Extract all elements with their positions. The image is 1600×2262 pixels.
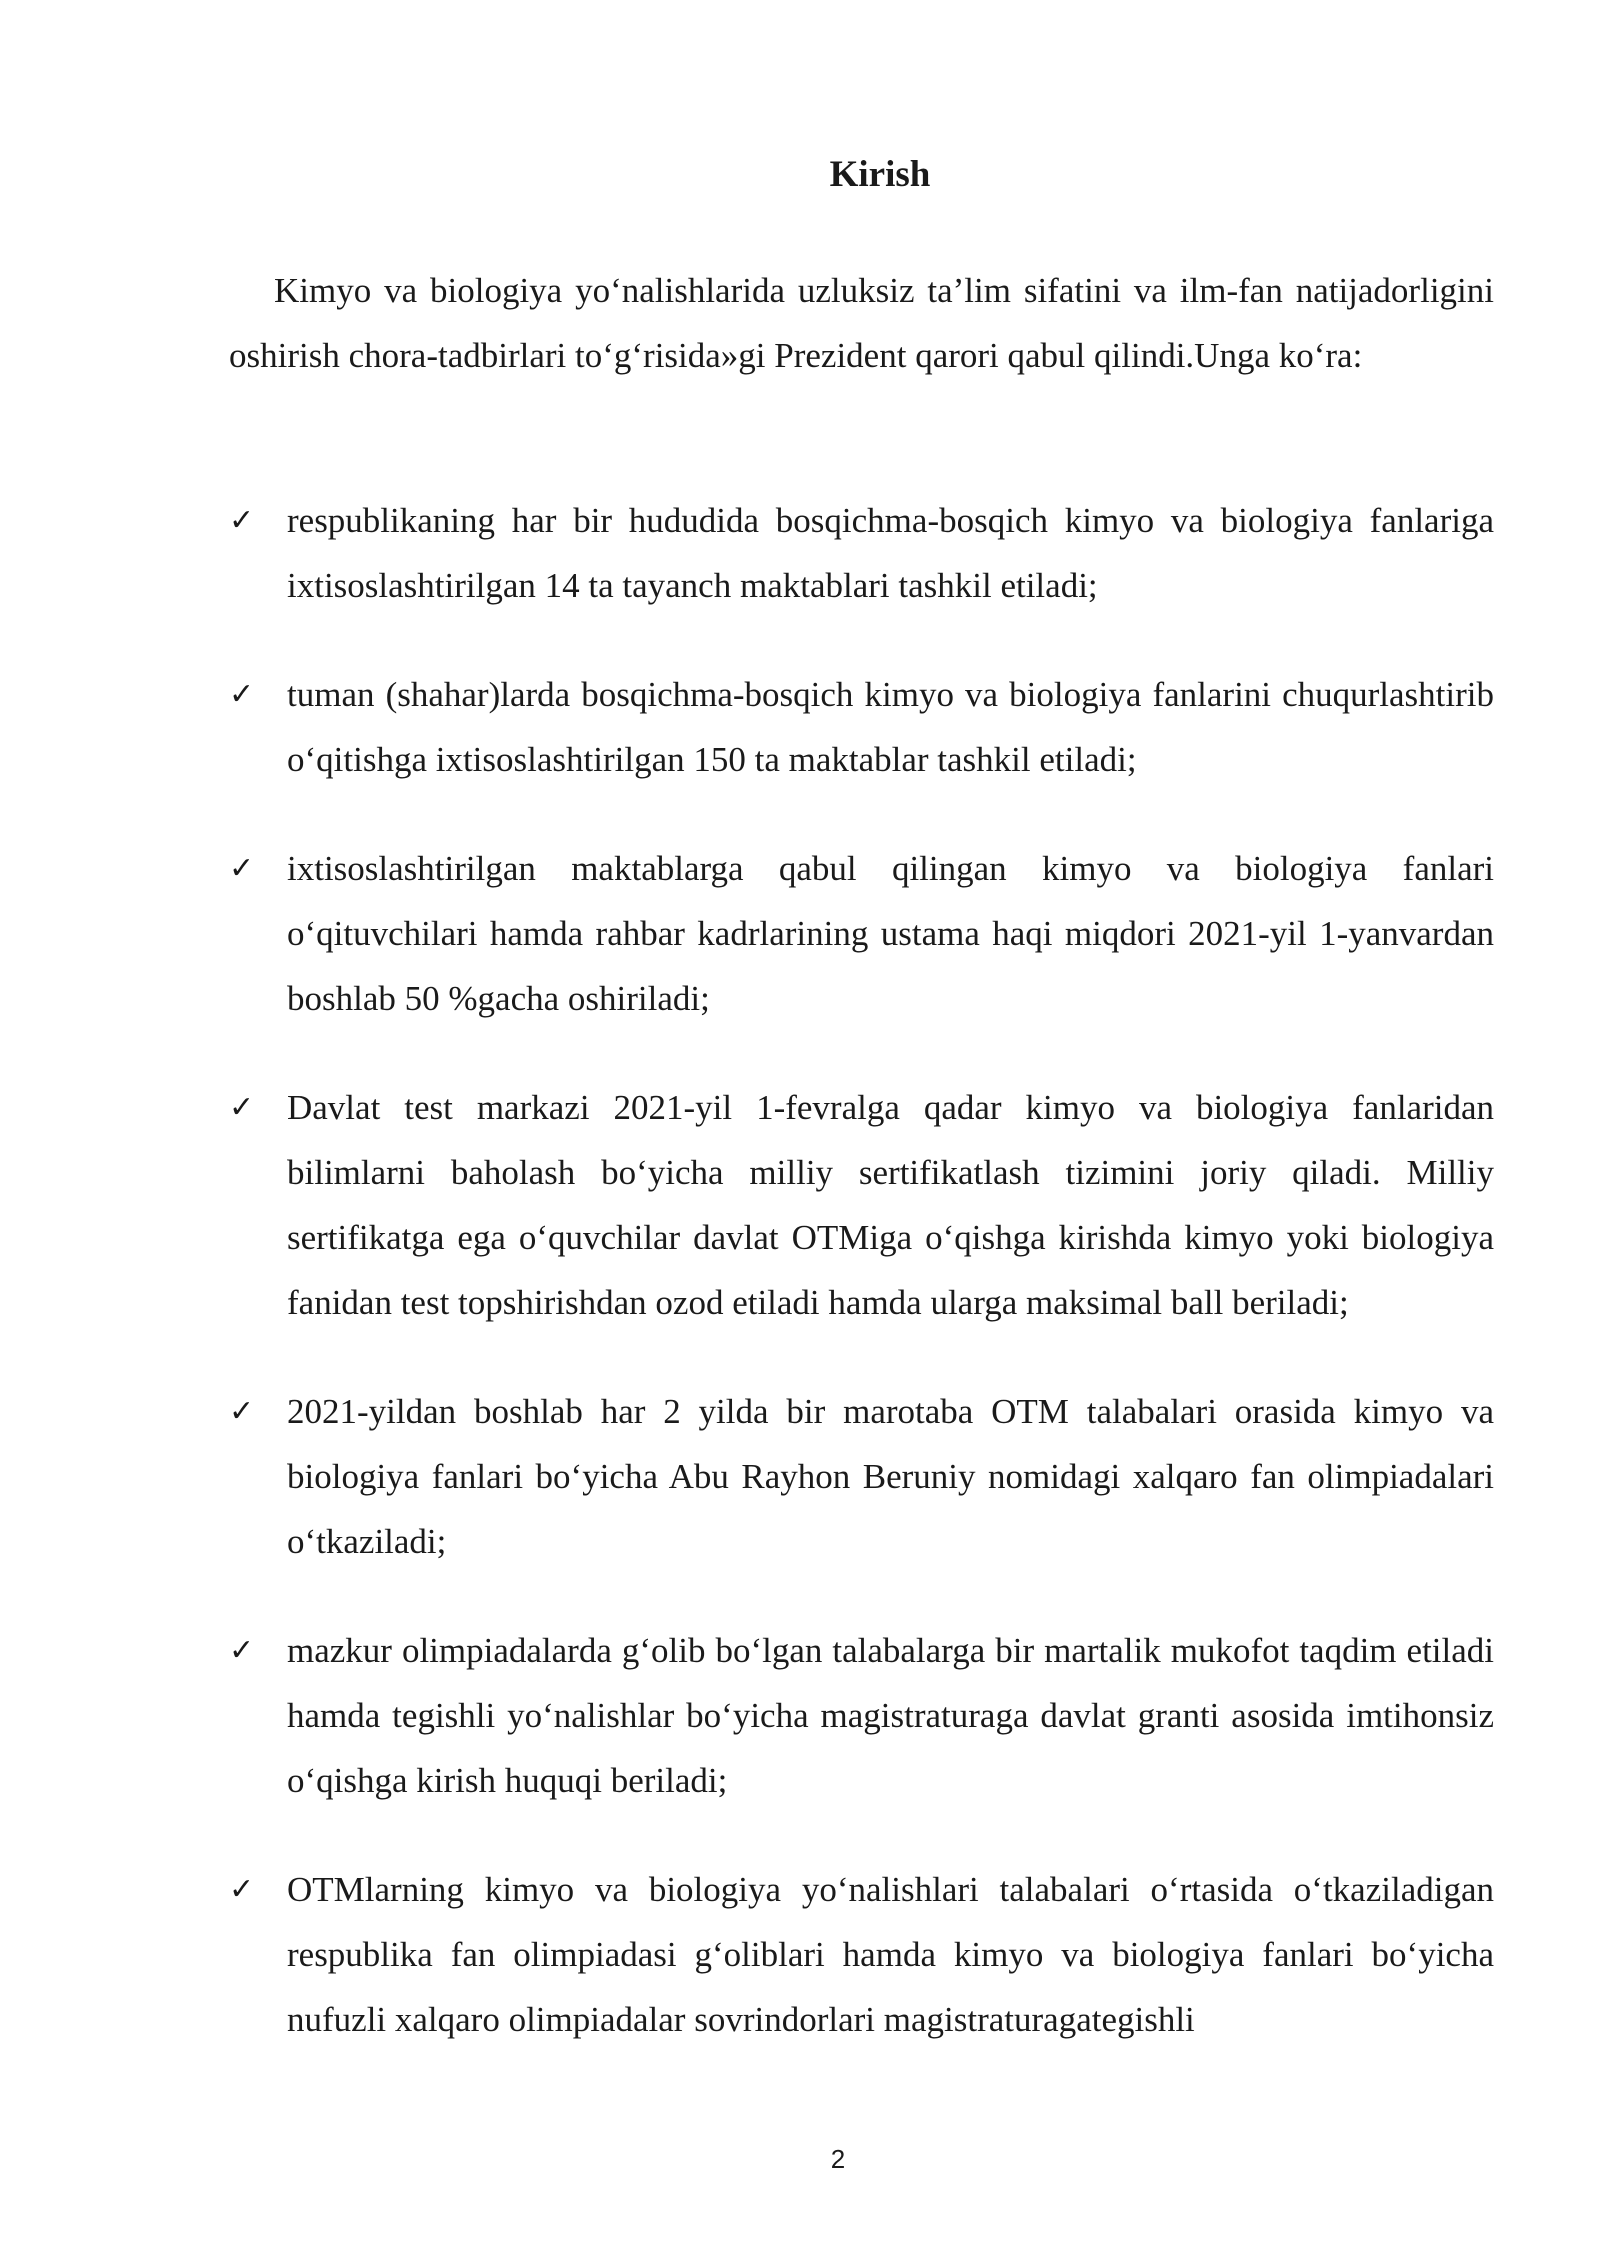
list-item-text: tuman (shahar)larda bosqichma-bosqich kimyo va biologiya fanlarini chuqurlashtirib o‘qitishga ixtisoslashtirilgan 150 ta maktablar tashkil etiladi;	[287, 675, 1494, 779]
list-item	[229, 1379, 1494, 1574]
check-icon: ✓	[229, 1090, 255, 1125]
list-item	[229, 662, 1494, 792]
list-item-text: mazkur olimpiadalarda g‘olib bo‘lgan talabalarga bir martalik mukofot taqdim etiladi hamda tegishli yo‘nalishlar bo‘yicha magistraturaga davlat granti asosida imtihonsiz o‘qishga kirish huquqi beriladi;	[287, 1631, 1494, 1800]
page-number: 2	[830, 2144, 846, 2174]
list-item	[229, 488, 1494, 618]
list-item-text: Davlat test markazi 2021-yil 1-fevralga qadar kimyo va biologiya fanlaridan bilimlarni baholash bo‘yicha milliy sertifikatlash tizimini joriy qiladi. Milliy sertifikatga ega o‘quvchilar davlat OTMiga o‘qishga kirishda kimyo yoki biologiya fanidan test topshirishdan ozod etiladi hamda ularga maksimal ball beriladi;	[287, 1088, 1494, 1322]
check-icon: ✓	[229, 1394, 255, 1429]
list-item-text: OTMlarning kimyo va biologiya yo‘nalishlari talabalari o‘rtasida o‘tkaziladigan respublika fan olimpiadasi g‘oliblari hamda kimyo va biologiya fanlari bo‘yicha nufuzli xalqaro olimpiadalar sovrindorlari magistraturagategishli	[287, 1870, 1494, 2039]
bullet-list	[229, 488, 1494, 2096]
list-item	[229, 1857, 1494, 2052]
list-item-text: ixtisoslashtirilgan maktablarga qabul qilingan kimyo va biologiya fanlari o‘qituvchilari hamda rahbar kadrlarining ustama haqi miqdori 2021-yil 1-yanvardan boshlab 50 %gacha oshiriladi;	[287, 849, 1494, 1018]
list-item-text: 2021-yildan boshlab har 2 yilda bir marotaba OTM talabalari orasida kimyo va biologiya fanlari bo‘yicha Abu Rayhon Beruniy nomidagi xalqaro fan olimpiadalari o‘tkaziladi;	[287, 1392, 1494, 1561]
intro-paragraph: Kimyo va biologiya yo‘nalishlarida uzluksiz ta’lim sifatini va ilm-fan natijadorligini oshirish chora-tadbirlari to‘g‘risida»gi Prezident qarori qabul qilindi.Unga ko‘ra:	[229, 271, 1494, 375]
check-icon: ✓	[229, 1633, 255, 1668]
page-title: Kirish	[829, 154, 931, 195]
check-icon: ✓	[229, 851, 255, 886]
list-item	[229, 1618, 1494, 1813]
list-item-text: respublikaning har bir hududida bosqichma-bosqich kimyo va biologiya fanlariga ixtisoslashtirilgan 14 ta tayanch maktablari tashkil etiladi;	[287, 501, 1494, 605]
check-icon: ✓	[229, 1872, 255, 1907]
check-icon: ✓	[229, 503, 255, 538]
list-item	[229, 836, 1494, 1031]
list-item	[229, 1075, 1494, 1335]
check-icon: ✓	[229, 677, 255, 712]
